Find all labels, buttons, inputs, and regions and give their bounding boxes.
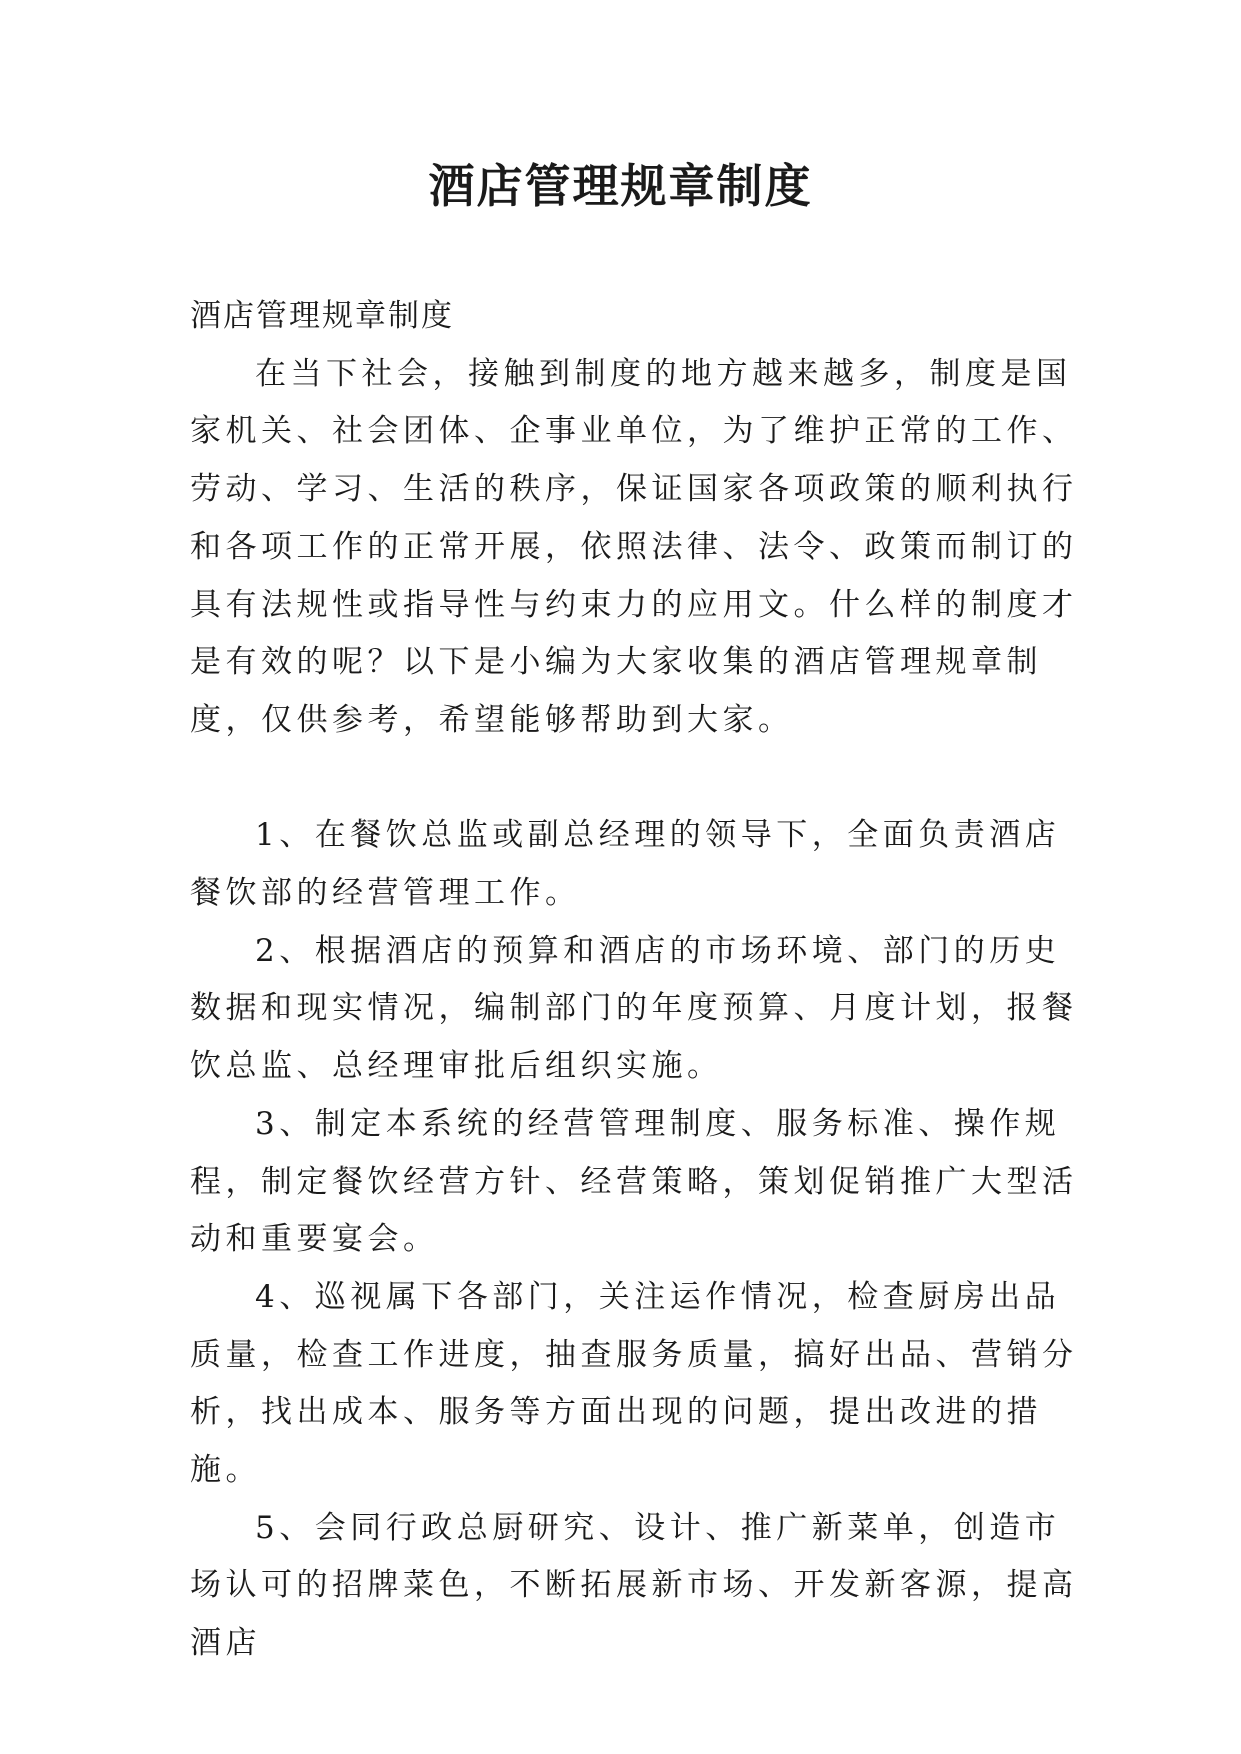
intro-paragraph: 在当下社会，接触到制度的地方越来越多，制度是国家机关、社会团体、企事业单位，为了维护正常的工作、劳动、学习、生活的秩序，保证国家各项政策的顺利执行和各项工作的正常开展，依照法律、法令、政策而制订的具有法规性或指导性与约束力的应用文。什么样的制度才是有效的呢？以下是小编为大家收集的酒店管理规章制度，仅供参考，希望能够帮助到大家。	[190, 355, 1078, 738]
list-item: 1、在餐饮总监或副总经理的领导下，全面负责酒店餐饮部的经营管理工作。	[190, 817, 1061, 912]
list-item: 4、巡视属下各部门，关注运作情况，检查厨房出品质量，检查工作进度，抽查服务质量，搞好出品、营销分析，找出成本、服务等方面出现的问题，提出改进的措施。	[190, 1278, 1078, 1489]
document-body	[190, 288, 1090, 1673]
document-subtitle: 酒店管理规章制度	[190, 298, 454, 334]
list-item: 2、根据酒店的预算和酒店的市场环境、部门的历史数据和现实情况，编制部门的年度预算、月度计划，报餐饮总监、总经理审批后组织实施。	[190, 932, 1078, 1085]
list-item: 3、制定本系统的经营管理制度、服务标准、操作规程，制定餐饮经营方针、经营策略，策划促销推广大型活动和重要宴会。	[190, 1105, 1078, 1258]
list-item: 5、会同行政总厨研究、设计、推广新菜单，创造市场认可的招牌菜色，不断拓展新市场、开发新客源，提高酒店	[190, 1509, 1078, 1662]
paragraph-spacer	[190, 750, 1090, 808]
document-title: 酒店管理规章制度	[428, 159, 813, 213]
